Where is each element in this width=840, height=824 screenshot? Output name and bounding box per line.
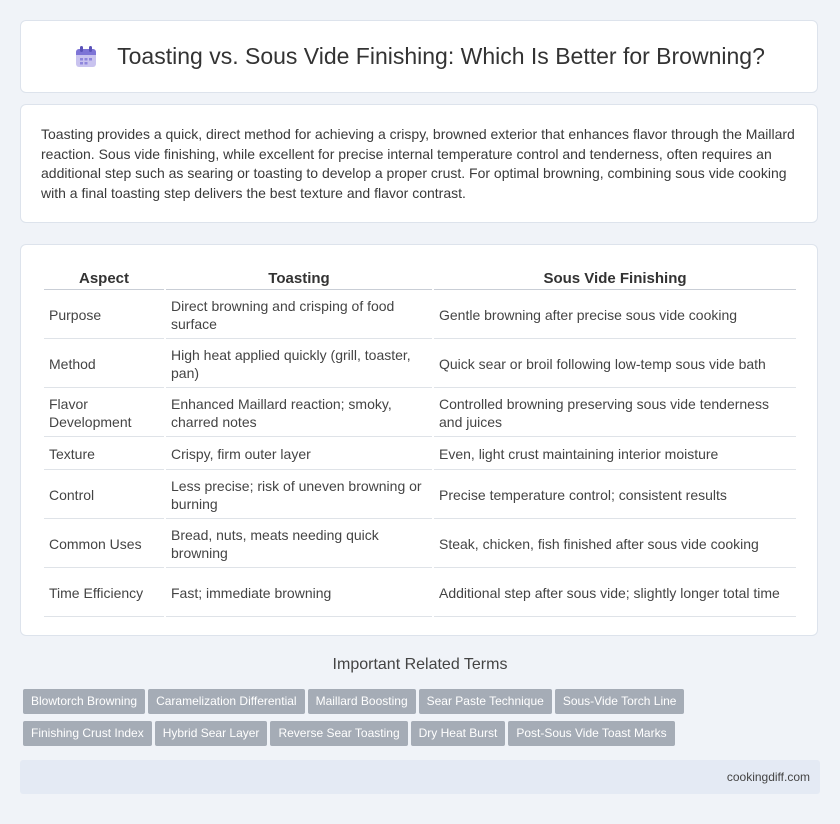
aspect-cell: Flavor Development: [44, 390, 164, 437]
sous-vide-cell: Even, light crust maintaining interior moisture: [434, 439, 796, 470]
table-header-row: [44, 267, 796, 290]
sous-vide-cell: Quick sear or broil following low-temp sous vide bath: [434, 341, 796, 388]
comparison-table-card: [20, 244, 818, 636]
related-term-tag[interactable]: Maillard Boosting: [308, 689, 416, 714]
sous-vide-cell: Gentle browning after precise sous vide cooking: [434, 292, 796, 339]
toasting-cell: Crispy, firm outer layer: [166, 439, 432, 470]
related-term-tag[interactable]: Post-Sous Vide Toast Marks: [508, 721, 674, 746]
toasting-cell: Fast; immediate browning: [166, 570, 432, 617]
table-row: [44, 292, 796, 339]
toasting-cell: Direct browning and crisping of food surface: [166, 292, 432, 339]
sous-vide-cell: Additional step after sous vide; slightly longer total time: [434, 570, 796, 617]
related-term-tag[interactable]: Hybrid Sear Layer: [155, 721, 268, 746]
related-term-tag[interactable]: Dry Heat Burst: [411, 721, 506, 746]
toasting-cell: High heat applied quickly (grill, toaster, pan): [166, 341, 432, 388]
intro-card: [20, 104, 818, 223]
sous-vide-cell: Steak, chicken, fish finished after sous vide cooking: [434, 521, 796, 568]
table-row: [44, 521, 796, 568]
table-row: [44, 570, 796, 617]
page-title-text: Toasting vs. Sous Vide Finishing: Which Is Better for Browning?: [117, 43, 765, 69]
table-row: [44, 472, 796, 519]
footer: [20, 760, 820, 794]
header-toasting: Toasting: [166, 267, 432, 290]
aspect-cell: Time Efficiency: [44, 570, 164, 617]
footer-site-link[interactable]: cookingdiff.com: [726, 770, 810, 784]
related-terms-list: [23, 689, 723, 753]
table-row: [44, 341, 796, 388]
related-term-tag[interactable]: Reverse Sear Toasting: [270, 721, 407, 746]
related-term-tag[interactable]: Finishing Crust Index: [23, 721, 152, 746]
toasting-cell: Enhanced Maillard reaction; smoky, charred notes: [166, 390, 432, 437]
related-term-tag[interactable]: Blowtorch Browning: [23, 689, 145, 714]
header-sous-vide: Sous Vide Finishing: [434, 267, 796, 290]
table-row: [44, 439, 796, 470]
related-term-tag[interactable]: Sear Paste Technique: [419, 689, 552, 714]
sous-vide-cell: Precise temperature control; consistent results: [434, 472, 796, 519]
toasting-cell: Bread, nuts, meats needing quick browning: [166, 521, 432, 568]
toasting-cell: Less precise; risk of uneven browning or burning: [166, 472, 432, 519]
related-term-tag[interactable]: Caramelization Differential: [148, 689, 305, 714]
title-card: [20, 20, 818, 93]
aspect-cell: Common Uses: [44, 521, 164, 568]
aspect-cell: Control: [44, 472, 164, 519]
intro-text: Toasting provides a quick, direct method for achieving a crispy, browned exterior that enhances flavor through the Maillard reaction. Sous vide finishing, while excellent for precise internal temperature control and tenderness, often requires an additional step such as searing or toasting to develop a proper crust. For optimal browning, combining sous vide cooking with a final toasting step delivers the best texture and flavor contrast.: [41, 126, 795, 201]
table-row: [44, 390, 796, 437]
sous-vide-cell: Controlled browning preserving sous vide tenderness and juices: [434, 390, 796, 437]
aspect-cell: Texture: [44, 439, 164, 470]
aspect-cell: Purpose: [44, 292, 164, 339]
related-terms-title: Important Related Terms: [332, 656, 508, 673]
comparison-table: [42, 265, 798, 619]
calendar-icon: [73, 44, 99, 70]
aspect-cell: Method: [44, 341, 164, 388]
related-term-tag[interactable]: Sous-Vide Torch Line: [555, 689, 685, 714]
header-aspect: Aspect: [44, 267, 164, 290]
page-title: [73, 43, 765, 70]
